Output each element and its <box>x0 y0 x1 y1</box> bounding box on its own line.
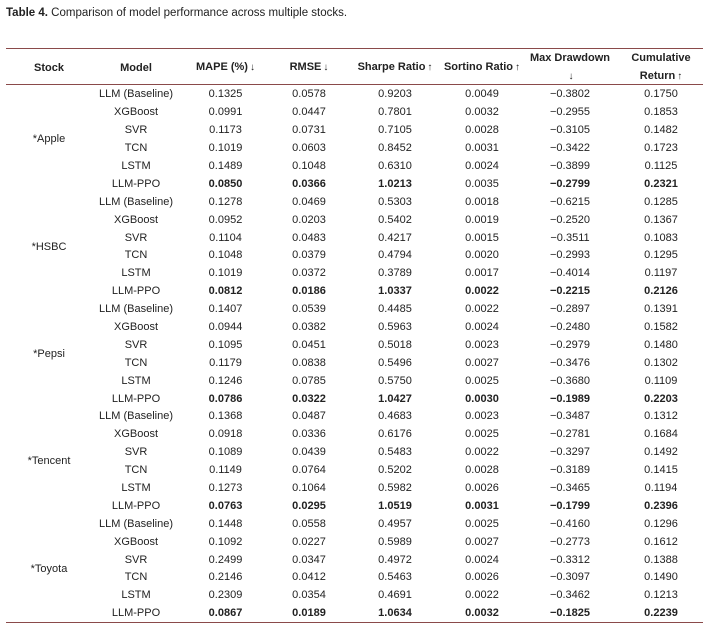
sharpe-cell: 0.6176 <box>378 428 412 441</box>
mape-cell: 0.1089 <box>208 446 243 459</box>
mdd-cell: −0.2781 <box>549 428 591 441</box>
mdd-cell: −0.3189 <box>549 464 591 477</box>
sharpe-cell: 0.5963 <box>378 321 412 334</box>
mape-cell: 0.2146 <box>208 571 243 584</box>
table-row <box>6 408 703 426</box>
sharpe-cell: 0.6310 <box>378 160 412 172</box>
cum-cell: 0.1302 <box>644 356 678 369</box>
sharpe-cell: 0.5303 <box>378 195 412 208</box>
header-max-drawdown: Max Drawdown ↓ <box>529 52 611 82</box>
down-arrow-icon: ↓ <box>249 62 255 73</box>
mape-cell: 0.1246 <box>208 374 243 387</box>
cum-cell: 0.1194 <box>644 482 678 495</box>
mape-cell: 0.1448 <box>208 517 243 530</box>
mdd-cell: −0.6215 <box>549 195 591 208</box>
table-caption-text: Comparison of model performance across multiple stocks. <box>47 7 348 19</box>
mape-cell: 0.1278 <box>208 195 243 208</box>
header-sharpe: Sharpe Ratio ↑ <box>357 61 433 73</box>
mape-cell: 0.0867 <box>208 607 243 620</box>
table-row <box>6 158 703 176</box>
stock-name-cell: *HSBC <box>31 240 67 253</box>
sharpe-cell: 1.0427 <box>378 392 412 405</box>
table-row <box>6 211 703 229</box>
rmse-cell: 0.0558 <box>292 517 326 530</box>
sortino-cell: 0.0025 <box>465 428 499 441</box>
sortino-cell: 0.0026 <box>465 482 499 495</box>
mdd-cell: −0.3802 <box>549 88 591 101</box>
sortino-cell: 0.0028 <box>465 124 499 137</box>
model-name-cell: LLM-PPO <box>111 177 161 190</box>
model-name-cell: TCN <box>124 142 148 155</box>
mape-cell: 0.0991 <box>208 106 243 119</box>
rmse-cell: 0.0382 <box>292 321 326 334</box>
model-name-cell: XGBoost <box>113 428 159 441</box>
model-name-cell: LLM (Baseline) <box>99 410 173 423</box>
cum-cell: 0.1684 <box>644 428 678 441</box>
table-row <box>6 426 703 444</box>
rmse-cell: 0.0336 <box>292 428 326 441</box>
model-name-cell: XGBoost <box>113 213 159 226</box>
sortino-cell: 0.0035 <box>465 177 499 190</box>
table-row <box>6 515 703 533</box>
mdd-cell: −0.3487 <box>549 410 591 423</box>
sortino-cell: 0.0032 <box>465 607 499 620</box>
table-row <box>6 336 703 354</box>
table-row <box>6 354 703 372</box>
sharpe-cell: 1.0519 <box>378 499 412 512</box>
mdd-cell: −0.3422 <box>549 142 591 155</box>
cum-cell: 0.1125 <box>644 160 678 172</box>
mape-cell: 0.2309 <box>208 589 243 602</box>
rmse-cell: 0.0838 <box>292 356 326 369</box>
sharpe-cell: 0.4683 <box>378 410 412 423</box>
sharpe-cell: 1.0213 <box>378 177 412 190</box>
mdd-cell: −0.4014 <box>549 267 591 280</box>
rmse-cell: 0.0354 <box>292 589 326 602</box>
sharpe-cell: 0.4217 <box>378 231 412 244</box>
sortino-cell: 0.0022 <box>465 589 499 602</box>
sortino-cell: 0.0024 <box>465 321 499 334</box>
sharpe-cell: 0.5402 <box>378 213 412 226</box>
model-name-cell: TCN <box>124 571 148 584</box>
cum-cell: 0.1853 <box>644 106 678 119</box>
mdd-cell: −0.2480 <box>549 321 591 334</box>
mdd-cell: −0.1989 <box>549 392 591 405</box>
table-row <box>6 551 703 569</box>
mape-cell: 0.1368 <box>208 410 243 423</box>
rmse-cell: 0.0203 <box>292 213 326 226</box>
table-row <box>6 140 703 158</box>
rmse-cell: 0.0785 <box>292 374 326 387</box>
mdd-cell: −0.3511 <box>550 231 590 244</box>
cum-cell: 0.1296 <box>644 517 678 530</box>
cum-cell: 0.1391 <box>644 303 678 316</box>
sharpe-cell: 0.5750 <box>378 374 412 387</box>
sortino-cell: 0.0024 <box>465 160 499 172</box>
rmse-cell: 0.0731 <box>292 124 326 137</box>
sharpe-cell: 0.4794 <box>378 249 412 262</box>
mdd-cell: −0.2773 <box>549 535 591 548</box>
mdd-cell: −0.3899 <box>549 160 591 172</box>
table-row <box>6 301 703 319</box>
mape-cell: 0.0812 <box>208 285 243 298</box>
mape-cell: 0.1048 <box>208 249 243 262</box>
cum-cell: 0.1083 <box>644 231 678 244</box>
table-row <box>6 229 703 247</box>
sortino-cell: 0.0023 <box>465 410 499 423</box>
mdd-cell: −0.3476 <box>549 356 591 369</box>
model-name-cell: TCN <box>124 464 148 477</box>
model-name-cell: LLM-PPO <box>111 392 161 405</box>
mape-cell: 0.1019 <box>208 142 243 155</box>
sharpe-cell: 0.3789 <box>378 267 412 280</box>
sharpe-cell: 0.5982 <box>378 482 412 495</box>
model-name-cell: LSTM <box>121 589 151 602</box>
rmse-cell: 0.0578 <box>292 88 326 101</box>
mdd-cell: −0.2897 <box>549 303 591 316</box>
sortino-cell: 0.0023 <box>465 338 499 351</box>
table-row <box>6 462 703 480</box>
up-arrow-icon: ↑ <box>427 62 433 73</box>
sortino-cell: 0.0026 <box>465 571 499 584</box>
mdd-cell: −0.3105 <box>549 124 591 137</box>
sharpe-cell: 1.0634 <box>378 607 412 620</box>
cum-cell: 0.2203 <box>644 392 678 405</box>
cum-cell: 0.1415 <box>644 464 678 477</box>
mdd-cell: −0.3312 <box>549 553 591 566</box>
rmse-cell: 0.1048 <box>292 160 326 172</box>
stock-name-cell: *Pepsi <box>33 347 65 360</box>
sortino-cell: 0.0019 <box>465 213 499 226</box>
sharpe-cell: 0.5496 <box>378 356 412 369</box>
sortino-cell: 0.0027 <box>465 535 499 548</box>
rmse-cell: 0.0539 <box>292 303 326 316</box>
cum-cell: 0.2396 <box>644 499 678 512</box>
table-caption-label: Table 4. <box>6 7 48 19</box>
model-name-cell: LLM-PPO <box>111 285 161 298</box>
down-arrow-icon: ↓ <box>568 71 574 82</box>
down-arrow-icon: ↓ <box>323 62 329 73</box>
mdd-cell: −0.3680 <box>549 374 591 387</box>
mdd-cell: −0.4160 <box>549 517 591 530</box>
table-header <box>6 49 703 86</box>
sortino-cell: 0.0032 <box>465 106 499 119</box>
sortino-cell: 0.0030 <box>465 392 499 405</box>
sortino-cell: 0.0020 <box>465 249 499 262</box>
mape-cell: 0.0786 <box>208 392 243 405</box>
rmse-cell: 0.0379 <box>292 249 326 262</box>
rmse-cell: 0.0451 <box>292 338 326 351</box>
sharpe-cell: 0.7105 <box>378 124 412 137</box>
cum-cell: 0.1312 <box>644 410 678 423</box>
cum-cell: 0.1197 <box>644 267 678 280</box>
cum-cell: 0.2126 <box>644 285 678 298</box>
sortino-cell: 0.0025 <box>465 374 499 387</box>
header-row <box>6 49 703 86</box>
table-row <box>6 569 703 587</box>
mape-cell: 0.1095 <box>208 338 243 351</box>
table-row <box>6 533 703 551</box>
model-name-cell: LLM-PPO <box>111 607 161 620</box>
cum-cell: 0.2321 <box>644 177 678 190</box>
mape-cell: 0.1273 <box>208 482 243 495</box>
cum-cell: 0.1295 <box>644 249 678 262</box>
table-row <box>6 497 703 515</box>
sharpe-cell: 0.5989 <box>378 535 412 548</box>
rmse-cell: 0.0469 <box>292 195 326 208</box>
table-row <box>6 372 703 390</box>
table-row <box>6 86 703 104</box>
comparison-table <box>6 49 703 623</box>
model-name-cell: SVR <box>124 446 148 459</box>
cum-cell: 0.1388 <box>644 553 678 566</box>
sortino-cell: 0.0022 <box>465 303 499 316</box>
cum-cell: 0.2239 <box>644 607 678 620</box>
mape-cell: 0.1149 <box>209 464 242 477</box>
model-name-cell: LSTM <box>121 267 151 280</box>
table-row <box>6 480 703 498</box>
header-sortino: Sortino Ratio ↑ <box>443 61 521 73</box>
rmse-cell: 0.0439 <box>292 446 326 459</box>
model-name-cell: LLM (Baseline) <box>99 195 173 208</box>
table-row <box>6 605 703 623</box>
sharpe-cell: 0.4485 <box>378 303 412 316</box>
sortino-cell: 0.0028 <box>465 464 499 477</box>
up-arrow-icon: ↑ <box>515 62 521 73</box>
model-name-cell: SVR <box>124 231 148 244</box>
stock-name-cell: *Toyota <box>30 562 68 575</box>
model-name-cell: XGBoost <box>113 321 159 334</box>
mape-cell: 0.1407 <box>208 303 243 316</box>
stock-name-cell: *Apple <box>32 133 66 146</box>
mdd-cell: −0.2955 <box>549 106 591 119</box>
sharpe-cell: 0.4972 <box>378 553 412 566</box>
table-row <box>6 175 703 193</box>
mdd-cell: −0.3465 <box>549 482 591 495</box>
mdd-cell: −0.3297 <box>549 446 591 459</box>
mape-cell: 0.0850 <box>208 177 243 190</box>
mdd-cell: −0.2215 <box>549 285 591 298</box>
table-row <box>6 265 703 283</box>
mape-cell: 0.1325 <box>208 88 243 101</box>
table-row <box>6 104 703 122</box>
model-name-cell: LSTM <box>121 160 151 172</box>
rmse-cell: 0.0487 <box>292 410 326 423</box>
cum-cell: 0.1612 <box>644 535 678 548</box>
sortino-cell: 0.0027 <box>465 356 499 369</box>
sharpe-cell: 0.5483 <box>378 446 412 459</box>
table-caption <box>6 6 347 20</box>
cum-cell: 0.1213 <box>644 589 678 602</box>
rmse-cell: 0.0295 <box>292 499 326 512</box>
mape-cell: 0.0918 <box>208 428 243 441</box>
sortino-cell: 0.0031 <box>465 499 499 512</box>
sortino-cell: 0.0022 <box>465 285 499 298</box>
model-name-cell: SVR <box>124 338 148 351</box>
table-row <box>6 319 703 337</box>
header-stock: Stock <box>34 61 64 74</box>
table-row <box>6 444 703 462</box>
rmse-cell: 0.0603 <box>292 142 326 155</box>
model-name-cell: LLM-PPO <box>111 499 161 512</box>
table-row <box>6 193 703 211</box>
mdd-cell: −0.2993 <box>549 249 591 262</box>
sharpe-cell: 0.5202 <box>378 464 412 477</box>
cum-cell: 0.1723 <box>644 142 678 155</box>
stock-name-cell: *Tencent <box>27 455 71 468</box>
sharpe-cell: 0.7801 <box>378 106 412 119</box>
cum-cell: 0.1109 <box>644 374 678 387</box>
model-name-cell: TCN <box>124 249 148 262</box>
model-name-cell: XGBoost <box>113 535 159 548</box>
sortino-cell: 0.0024 <box>465 553 499 566</box>
table-row <box>6 247 703 265</box>
table-row <box>6 122 703 140</box>
sharpe-cell: 0.4691 <box>378 589 412 602</box>
table-row <box>6 587 703 605</box>
header-model: Model <box>120 61 152 74</box>
cum-cell: 0.1367 <box>644 213 678 226</box>
cum-cell: 0.1480 <box>644 338 678 351</box>
sharpe-cell: 1.0337 <box>378 285 412 298</box>
model-name-cell: SVR <box>124 124 148 137</box>
rmse-cell: 0.0764 <box>292 464 326 477</box>
mape-cell: 0.1179 <box>209 356 242 369</box>
header-rmse: RMSE ↓ <box>289 61 329 73</box>
mape-cell: 0.0944 <box>208 321 243 334</box>
mape-cell: 0.1104 <box>209 231 242 244</box>
rmse-cell: 0.0186 <box>292 285 326 298</box>
cum-cell: 0.1285 <box>644 195 678 208</box>
sortino-cell: 0.0018 <box>465 195 499 208</box>
mdd-cell: −0.1799 <box>549 499 591 512</box>
sortino-cell: 0.0049 <box>465 88 499 101</box>
mdd-cell: −0.1825 <box>549 607 591 620</box>
model-name-cell: LLM (Baseline) <box>99 517 173 530</box>
cum-cell: 0.1582 <box>644 321 678 334</box>
sharpe-cell: 0.5463 <box>378 571 412 584</box>
rmse-cell: 0.0447 <box>292 106 326 119</box>
model-name-cell: TCN <box>124 356 148 369</box>
model-name-cell: LSTM <box>121 482 151 495</box>
table-row <box>6 390 703 408</box>
cum-cell: 0.1750 <box>644 88 678 101</box>
sharpe-cell: 0.4957 <box>378 517 412 530</box>
mape-cell: 0.0763 <box>208 499 243 512</box>
sortino-cell: 0.0017 <box>465 267 499 280</box>
model-name-cell: SVR <box>124 553 148 566</box>
header-mape: MAPE (%) ↓ <box>196 61 255 73</box>
table-row <box>6 283 703 301</box>
mdd-cell: −0.3462 <box>549 589 591 602</box>
mdd-cell: −0.3097 <box>549 571 591 584</box>
header-cumulative-return: Cumulative Return ↑ <box>631 52 691 82</box>
sortino-cell: 0.0015 <box>465 231 499 244</box>
cum-cell: 0.1492 <box>644 446 678 459</box>
mdd-cell: −0.2979 <box>549 338 591 351</box>
cum-cell: 0.1482 <box>644 124 678 137</box>
sharpe-cell: 0.5018 <box>378 338 412 351</box>
rmse-cell: 0.0412 <box>292 571 326 584</box>
sortino-cell: 0.0022 <box>465 446 499 459</box>
mdd-cell: −0.2520 <box>549 213 591 226</box>
mape-cell: 0.1489 <box>208 160 243 172</box>
mape-cell: 0.1019 <box>208 267 243 280</box>
rmse-cell: 0.0347 <box>292 553 326 566</box>
cum-cell: 0.1490 <box>644 571 678 584</box>
model-name-cell: LLM (Baseline) <box>99 303 173 316</box>
rmse-cell: 0.0372 <box>292 267 326 280</box>
rmse-cell: 0.0366 <box>292 177 326 190</box>
rmse-cell: 0.0322 <box>292 392 326 405</box>
mdd-cell: −0.2799 <box>549 177 591 190</box>
mape-cell: 0.2499 <box>208 553 243 566</box>
model-name-cell: XGBoost <box>113 106 159 119</box>
model-name-cell: LSTM <box>121 374 151 387</box>
mape-cell: 0.1092 <box>208 535 243 548</box>
sharpe-cell: 0.8452 <box>378 142 412 155</box>
rmse-cell: 0.0483 <box>292 231 326 244</box>
mape-cell: 0.1173 <box>209 124 242 137</box>
rmse-cell: 0.0189 <box>292 607 326 620</box>
sortino-cell: 0.0025 <box>465 517 499 530</box>
sortino-cell: 0.0031 <box>465 142 499 155</box>
table-body <box>6 86 703 623</box>
up-arrow-icon: ↑ <box>677 71 683 82</box>
sharpe-cell: 0.9203 <box>378 88 412 101</box>
mape-cell: 0.0952 <box>208 213 243 226</box>
rmse-cell: 0.0227 <box>292 535 326 548</box>
model-name-cell: LLM (Baseline) <box>99 88 173 101</box>
rmse-cell: 0.1064 <box>292 482 326 495</box>
